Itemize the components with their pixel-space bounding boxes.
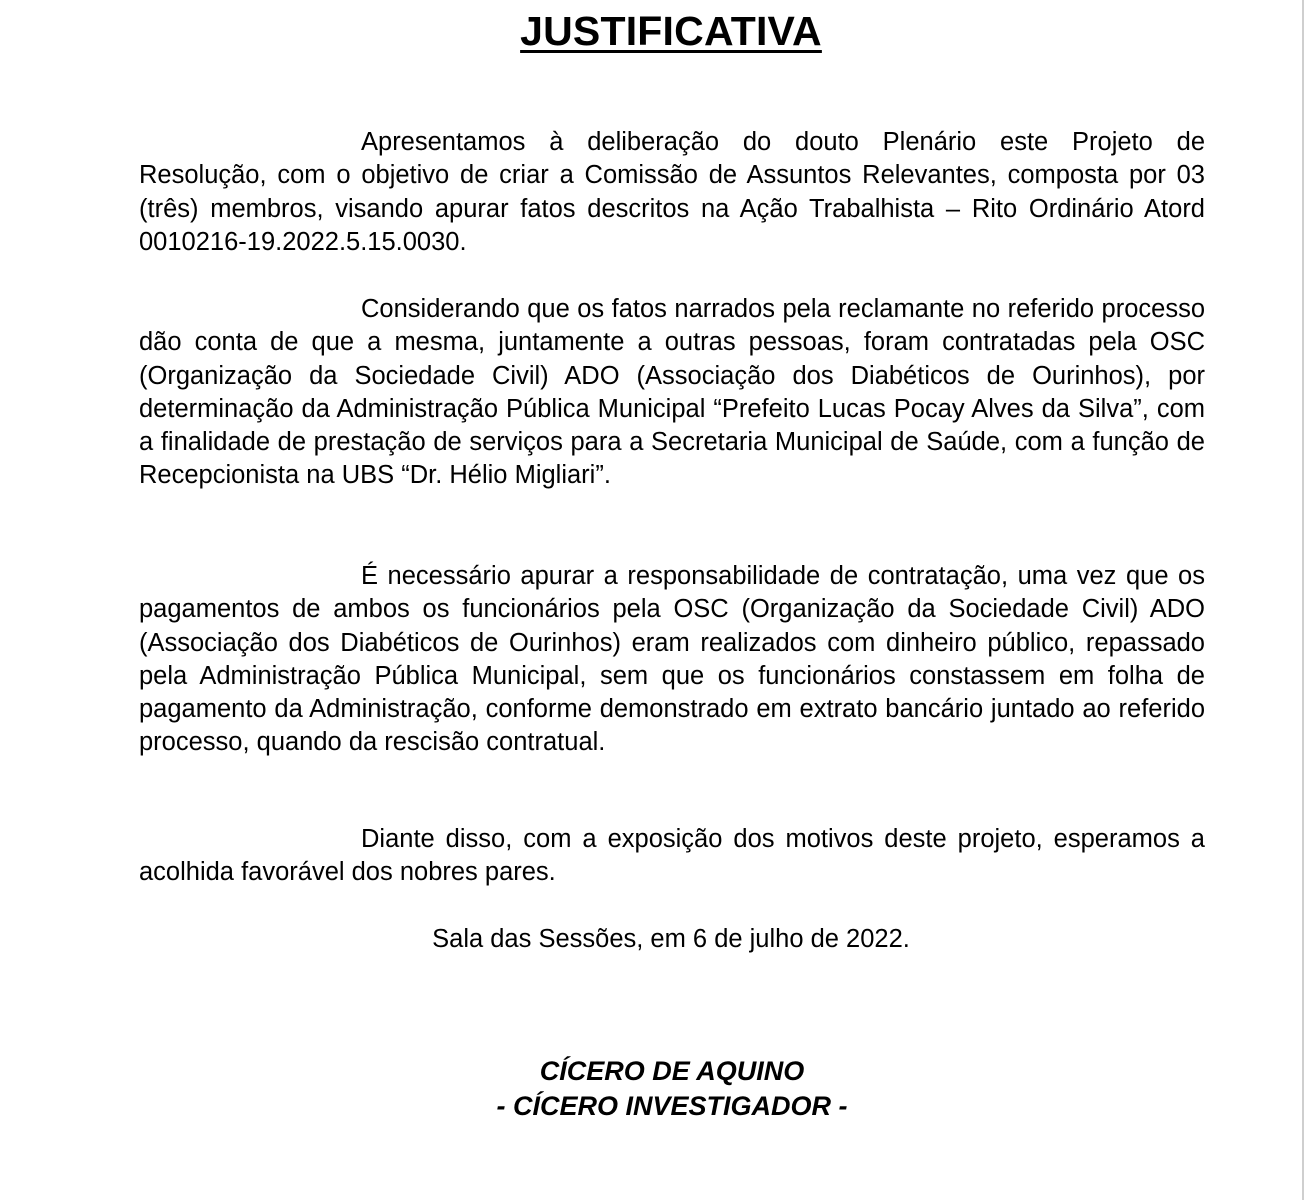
signature-alias: - CÍCERO INVESTIGADOR - (496, 1091, 848, 1121)
closing-date-line: Sala das Sessões, em 6 de julho de 2022. (432, 925, 910, 953)
paragraph-considering: Considerando que os fatos narrados pela reclamante no referido processo dão conta de que a mesma, juntamente a outras pessoas, foram contratadas pela OSC (Organização da Sociedade Civil) ADO (Associação dos Diabéticos de Ourinhos), por determinação da Administração Pública Municipal “Prefeito Lucas Pocay Alves da Silva”, com a finalidade de prestação de serviços para a Secretaria Municipal de Saúde, com a função de Recepcionista na UBS “Dr. Hélio Migliari”. (139, 295, 1205, 490)
paragraph-responsibility: É necessário apurar a responsabilidade de contratação, uma vez que os pagamentos de ambos os funcionários pela OSC (Organização da Sociedade Civil) ADO (Associação dos Diabéticos de Ourinhos) eram realizados com dinheiro público, repassado pela Administração Pública Municipal, sem que os funcionários constassem em folha de pagamento da Administração, conforme demonstrado em extrato bancário juntado ao referido processo, quando da rescisão contratual. (139, 562, 1205, 757)
signature-name: CÍCERO DE AQUINO (539, 1056, 805, 1086)
document-title: JUSTIFICATIVA (520, 8, 822, 54)
paragraph-introduction: Apresentamos à deliberação do douto Plenário este Projeto de Resolução, com o objetivo de criar a Comissão de Assuntos Relevantes, composta por 03 (três) membros, visando apurar fatos descritos na Ação Trabalhista – Rito Ordinário Atord 0010216-19.2022.5.15.0030. (139, 128, 1205, 256)
signature-block (0, 1054, 1304, 1124)
paragraph-conclusion: Diante disso, com a exposição dos motivos deste projeto, esperamos a acolhida favorável dos nobres pares. (139, 825, 1205, 887)
